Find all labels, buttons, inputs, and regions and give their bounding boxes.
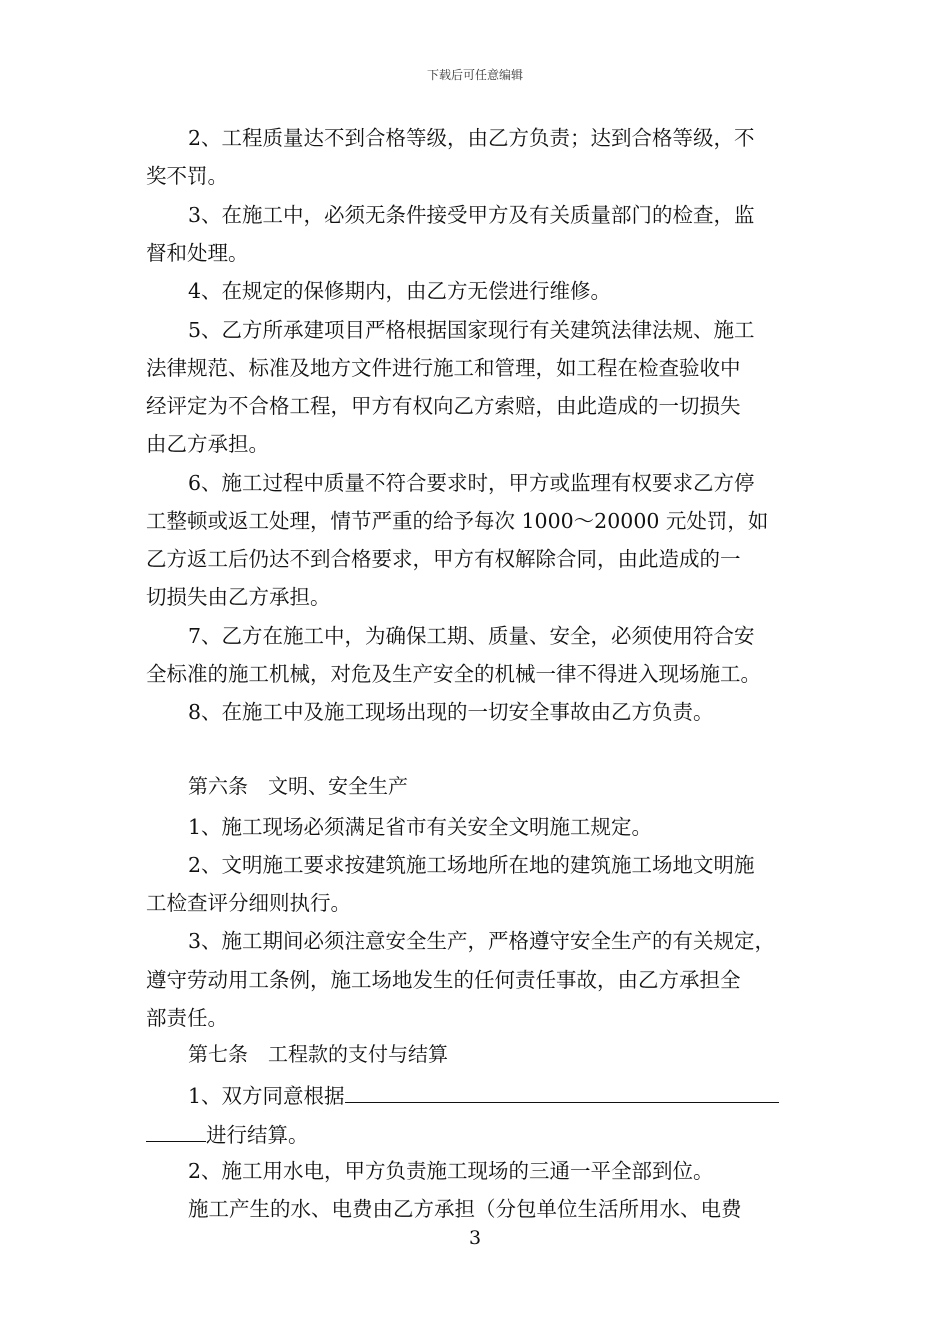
paragraph-line: 5、乙方所承建项目严格根据国家现行有关建筑法律法规、施工: [188, 318, 755, 342]
paragraph-line: 2、工程质量达不到合格等级，由乙方负责；达到合格等级，不: [188, 126, 755, 150]
settlement-line-continued: [146, 1121, 309, 1147]
settlement-basis-blank: [345, 1082, 779, 1103]
page-number: 3: [468, 1227, 482, 1249]
paragraph-line: 工整顿或返工处理，情节严重的给予每次 1000～20000 元处罚，如: [146, 509, 769, 533]
section-heading-6: 第六条 文明、安全生产: [188, 774, 408, 798]
paragraph-line: 督和处理。: [146, 241, 249, 265]
settlement-label: 1、双方同意根据: [188, 1084, 345, 1108]
section-heading-7: 第七条 工程款的支付与结算: [188, 1042, 448, 1066]
settlement-continued-blank: [146, 1121, 206, 1142]
paragraph-line: 6、施工过程中质量不符合要求时，甲方或监理有权要求乙方停: [188, 471, 755, 495]
paragraph-line: 法律规范、标准及地方文件进行施工和管理，如工程在检查验收中: [146, 356, 741, 380]
header-note: 下载后可任意编辑: [426, 68, 523, 82]
paragraph-line: 施工产生的水、电费由乙方承担（分包单位生活所用水、电费: [188, 1197, 742, 1221]
settlement-continued-text: 进行结算。: [206, 1123, 309, 1147]
paragraph-line: 经评定为不合格工程，甲方有权向乙方索赔，由此造成的一切损失: [146, 394, 741, 418]
paragraph-line: 7、乙方在施工中，为确保工期、质量、安全，必须使用符合安: [188, 624, 755, 648]
settlement-line: [188, 1082, 779, 1108]
paragraph-line: 奖不罚。: [146, 164, 228, 188]
paragraph-line: 由乙方承担。: [146, 432, 269, 456]
paragraph-line: 2、文明施工要求按建筑施工场地所在地的建筑施工场地文明施: [188, 853, 755, 877]
paragraph-line: 工检查评分细则执行。: [146, 891, 351, 915]
paragraph-line: 3、在施工中，必须无条件接受甲方及有关质量部门的检查，监: [188, 203, 755, 227]
paragraph-line: 遵守劳动用工条例，施工场地发生的任何责任事故，由乙方承担全: [146, 968, 741, 992]
paragraph-line: 8、在施工中及施工现场出现的一切安全事故由乙方负责。: [188, 700, 714, 724]
paragraph-line: 全标准的施工机械，对危及生产安全的机械一律不得进入现场施工。: [146, 662, 761, 686]
paragraph-line: 2、施工用水电，甲方负责施工现场的三通一平全部到位。: [188, 1159, 714, 1183]
paragraph-line: 1、施工现场必须满足省市有关安全文明施工规定。: [188, 815, 653, 839]
paragraph-line: 乙方返工后仍达不到合格要求，甲方有权解除合同，由此造成的一: [146, 547, 741, 571]
paragraph-line: 部责任。: [146, 1006, 228, 1030]
paragraph-line: 4、在规定的保修期内，由乙方无偿进行维修。: [188, 279, 612, 303]
paragraph-line: 切损失由乙方承担。: [146, 585, 331, 609]
paragraph-line: 3、施工期间必须注意安全生产，严格遵守安全生产的有关规定，: [188, 929, 776, 953]
